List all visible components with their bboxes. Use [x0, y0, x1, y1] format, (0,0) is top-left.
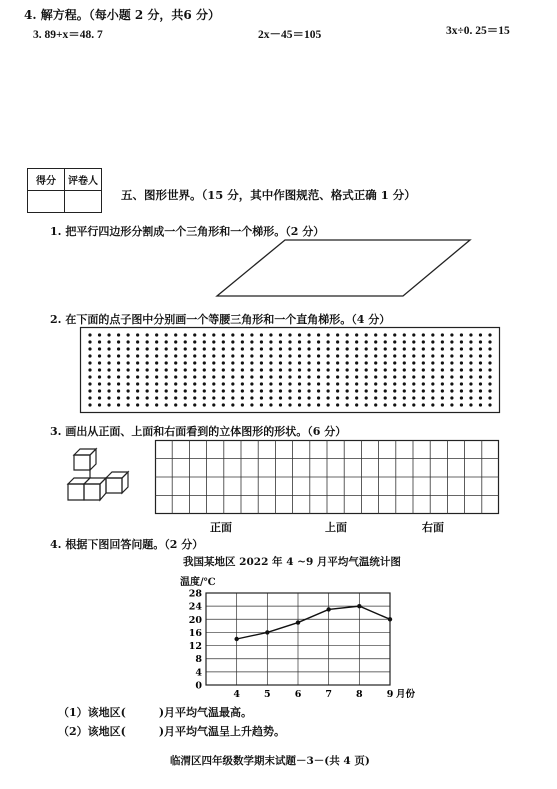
- temperature-data-point: [296, 620, 300, 624]
- temperature-series-line: [237, 606, 390, 639]
- temperature-data-point: [357, 604, 361, 608]
- temperature-data-point: [234, 637, 238, 641]
- section4-title: 4. 解方程。（每小题 2 分，共6 分）: [24, 8, 220, 22]
- equation-1: 3. 89+x＝48. 7: [33, 29, 103, 41]
- grader-header: 评卷人: [65, 169, 102, 191]
- chart-title: 我国某地区 2022 年 4 ~9 月平均气温统计图: [183, 556, 401, 568]
- score-header: 得分: [28, 169, 65, 191]
- x-tick-label: 6: [294, 689, 302, 700]
- y-tick-label: 4: [195, 667, 202, 679]
- y-tick-label: 28: [188, 588, 202, 600]
- y-tick-label: 24: [188, 601, 202, 613]
- y-tick-label: 8: [195, 654, 202, 666]
- section5-title: 五、图形世界。（15 分，其中作图规范、格式正确 1 分）: [121, 188, 416, 202]
- x-tick-label: 4: [233, 689, 240, 700]
- equation-2: 2x－45＝105: [258, 29, 322, 41]
- question-2: 2. 在下面的点子图中分别画一个等腰三角形和一个直角梯形。（4 分）: [50, 313, 391, 326]
- y-tick-label: 16: [188, 627, 202, 639]
- x-tick-label: 8: [356, 689, 363, 700]
- question-1: 1. 把平行四边形分割成一个三角形和一个梯形。（2 分）: [50, 225, 325, 238]
- x-tick-label: 9: [386, 689, 394, 700]
- y-tick-label: 0: [195, 680, 202, 692]
- answer-line-1: （1）该地区( )月平均气温最高。: [58, 706, 253, 719]
- answer-line-2: （2）该地区( )月平均气温呈上升趋势。: [58, 725, 286, 738]
- temperature-data-point: [326, 607, 330, 611]
- y-tick-label: 12: [188, 641, 202, 653]
- temperature-data-point: [388, 617, 392, 621]
- label-front-view: 正面: [210, 521, 232, 534]
- equation-3: 3x÷0. 25＝15: [446, 25, 510, 37]
- temperature-data-point: [265, 630, 269, 634]
- chart-ylabel: 温度/℃: [180, 577, 216, 588]
- x-tick-label: 5: [264, 689, 271, 700]
- label-top-view: 上面: [325, 521, 347, 534]
- label-right-view: 右面: [422, 521, 444, 534]
- x-tick-label: 7: [325, 689, 332, 700]
- question-3: 3. 画出从正面、上面和右面看到的立体图形的形状。（6 分）: [50, 425, 347, 438]
- page-footer: 临渭区四年级数学期末试题－3－(共 4 页): [170, 755, 370, 767]
- y-tick-label: 20: [188, 614, 202, 626]
- x-axis-unit-label: 月份: [396, 689, 416, 700]
- question-4: 4. 根据下图回答问题。（2 分）: [50, 538, 204, 551]
